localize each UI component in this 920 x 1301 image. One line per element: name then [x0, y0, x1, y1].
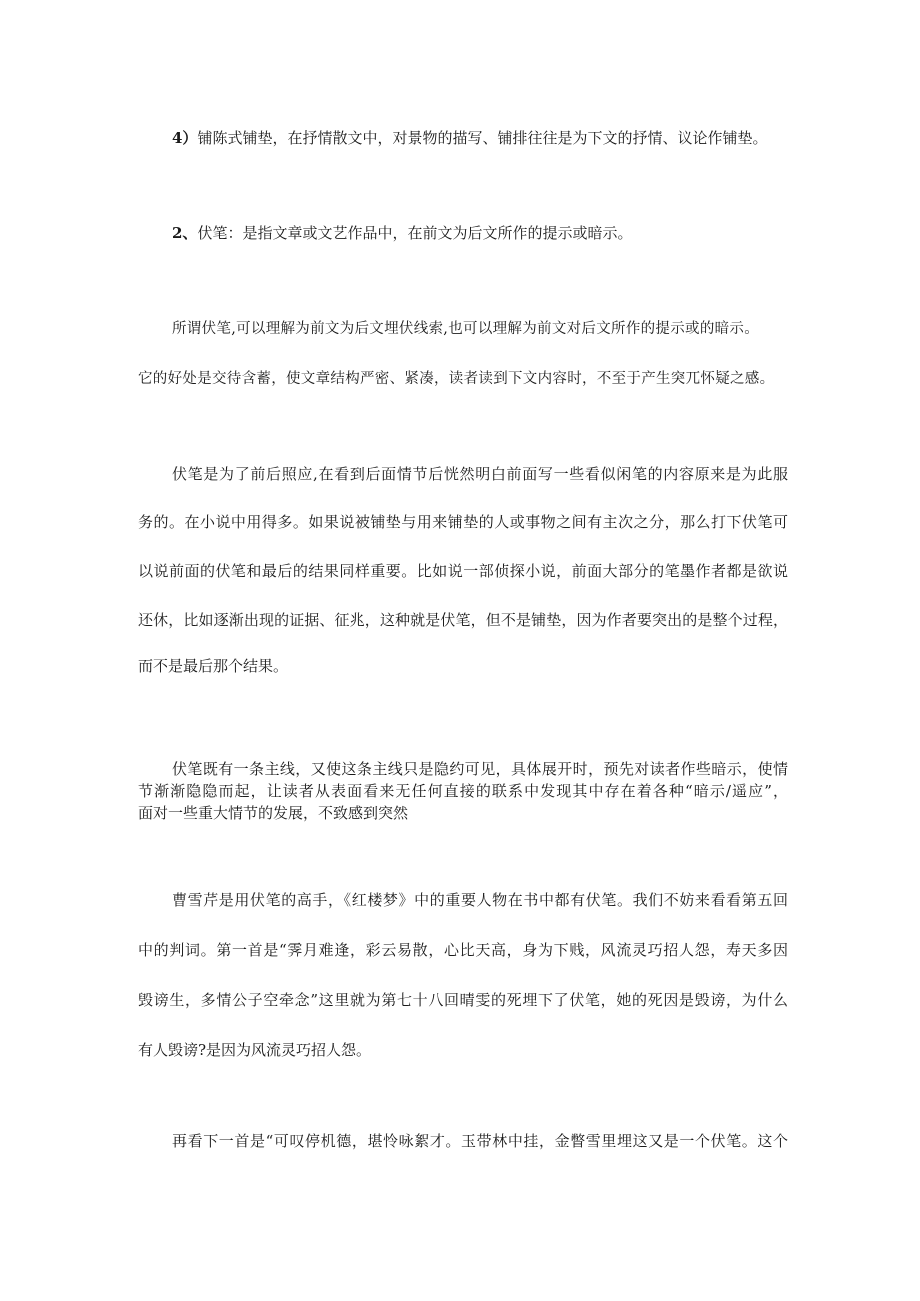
paragraph-3-line-2: 它的好处是交待含蓄，使文章结构严密、紧凑，读者读到下文内容时，不至于产生突兀怀疑之感。 — [138, 371, 775, 387]
paragraph-4-line-3: 以说前面的伏笔和最后的结果同样重要。比如说一部侦探小说，前面大部分的笔墨作者都是欲说 — [138, 562, 788, 580]
list-number: 2、 — [172, 224, 198, 242]
paragraph-4-line-2: 务的。在小说中用得多。如果说被铺垫与用来铺垫的人或事物之间有主次之分，那么打下伏笔可 — [138, 513, 788, 531]
paragraph-7-line-1: 再看下一首是“可叹停机德，堪怜咏絮才。玉带林中挂，金瞥雪里埋这又是一个伏笔。这个 — [172, 1132, 788, 1150]
paragraph-4-line-4: 还休，比如逐渐出现的证据、征兆，这种就是伏笔，但不是铺垫，因为作者要突出的是整个过程， — [138, 611, 788, 629]
list-number: 4） — [172, 129, 198, 147]
paragraph-5-line-2: 节渐渐隐隐而起，让读者从表面看来无任何直接的联系中发现其中存在着各种“暗示/遥应”， — [138, 782, 788, 800]
paragraph-4-line-5: 而不是最后那个结果。 — [138, 657, 289, 675]
paragraph-5-line-1: 伏笔既有一条主线，又使这条主线只是隐约可见，具体展开时，预先对读者作些暗示，使情 — [172, 760, 788, 778]
paragraph-5-line-3: 面对一些重大情节的发展，不致感到突然 — [138, 804, 409, 822]
paragraph-2 — [172, 223, 788, 243]
paragraph-6-line-3: 毁谤生，多情公子空牵念”这里就为第七十八回晴雯的死埋下了伏笔，她的死因是毁谤，为什么 — [138, 991, 788, 1009]
paragraph-4-line-1: 伏笔是为了前后照应,在看到后面情节后恍然明白前面写一些看似闲笔的内容原来是为此服 — [172, 465, 788, 483]
paragraph-text: 铺陈式铺垫，在抒情散文中，对景物的描写、铺排往往是为下文的抒情、议论作铺垫。 — [197, 129, 768, 147]
paragraph-3-line-1: 所谓伏笔,可以理解为前文为后文埋伏线索,也可以理解为前文对后文所作的提示或的暗示。 — [172, 321, 760, 337]
paragraph-6-line-4: 有人毁谤?是因为风流灵巧招人怨。 — [138, 1041, 372, 1059]
paragraph-6-line-2: 中的判词。第一首是“霁月难逢，彩云易散，心比天高，身为下贱，风流灵巧招人怨，寿天多因 — [138, 941, 788, 959]
paragraph-1 — [172, 128, 788, 148]
paragraph-text: 伏笔：是指文章或文艺作品中，在前文为后文所作的提示或暗示。 — [197, 224, 633, 242]
paragraph-6-line-1: 曹雪芹是用伏笔的高手，《红楼梦》中的重要人物在书中都有伏笔。我们不妨来看看第五回 — [172, 891, 788, 909]
